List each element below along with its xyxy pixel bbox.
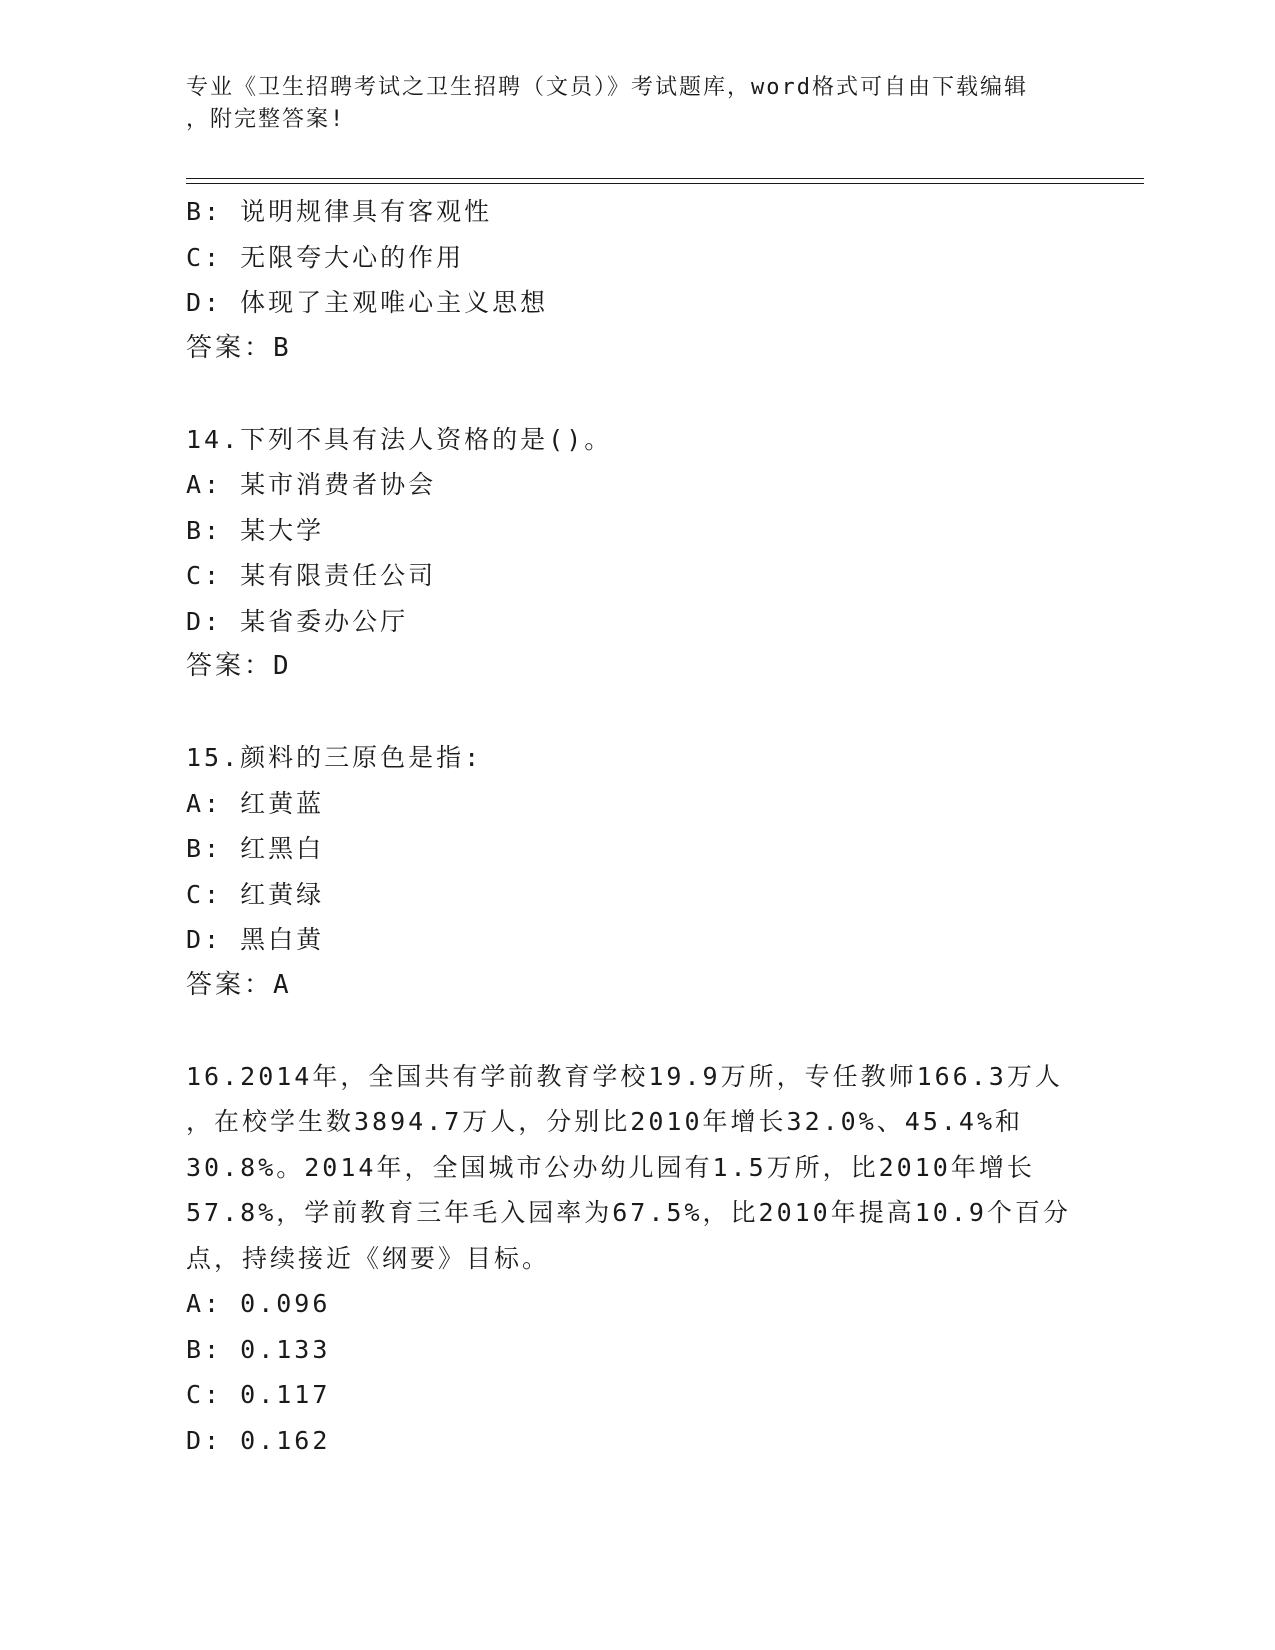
document-header [186,72,1066,136]
option-a: A: 0.096 [186,1289,331,1318]
option-a: A: 红黄蓝 [186,788,325,818]
option-b: B: 红黑白 [186,834,325,863]
header-line-1: 专业《卫生招聘考试之卫生招聘（文员）》考试题库，word格式可自由下载编辑 [186,75,1028,100]
question-stem-line: 30.8%。2014年，全国城市公办幼儿园有1.5万所，比2010年增长 [186,1152,1035,1182]
question-stem-line: 点，持续接近《纲要》目标。 [186,1243,551,1273]
spacer [186,690,1066,736]
question-stem-line: 16.2014年，全国共有学前教育学校19.9万所，专任教师166.3万人 [186,1061,1063,1091]
option-d: D: 黑白黄 [186,925,325,954]
header-rule-top [186,178,1144,179]
question-16 [186,1054,1071,1464]
option-c: C: 0.117 [186,1380,331,1409]
option-d: D: 某省委办公厅 [186,606,409,636]
answer: 答案：B [186,332,292,363]
option-d: D: 0.162 [186,1425,331,1455]
option-d: D: 体现了主观唯心主义思想 [186,288,549,317]
question-15 [186,735,1066,1008]
header-line-2: ，附完整答案! [186,107,346,132]
option-c: C: 无限夸大心的作用 [186,242,465,272]
option-b: B: 说明规律具有客观性 [186,197,493,226]
question-stem: 15.颜料的三原色是指: [186,743,483,772]
option-b: B: 0.133 [186,1334,331,1364]
question-stem-line: 57.8%，学前教育三年毛入园率为67.5%，比2010年提高10.9个百分 [186,1198,1071,1227]
answer: 答案：D [186,651,292,681]
spacer [186,1008,1066,1054]
spacer [186,371,1066,417]
header-rule-bottom [186,183,1144,184]
answer: 答案：A [186,969,292,1000]
document-body [186,189,1071,1463]
option-a: A: 某市消费者协会 [186,470,437,499]
question-13 [186,189,1066,371]
question-14 [186,417,1066,690]
question-stem-line: ，在校学生数3894.7万人，分别比2010年增长32.0%、45.4%和 [186,1107,1024,1136]
question-stem: 14.下列不具有法人资格的是()。 [186,424,613,454]
option-b: B: 某大学 [186,515,325,545]
option-c: C: 红黄绿 [186,879,325,909]
option-c: C: 某有限责任公司 [186,561,437,590]
